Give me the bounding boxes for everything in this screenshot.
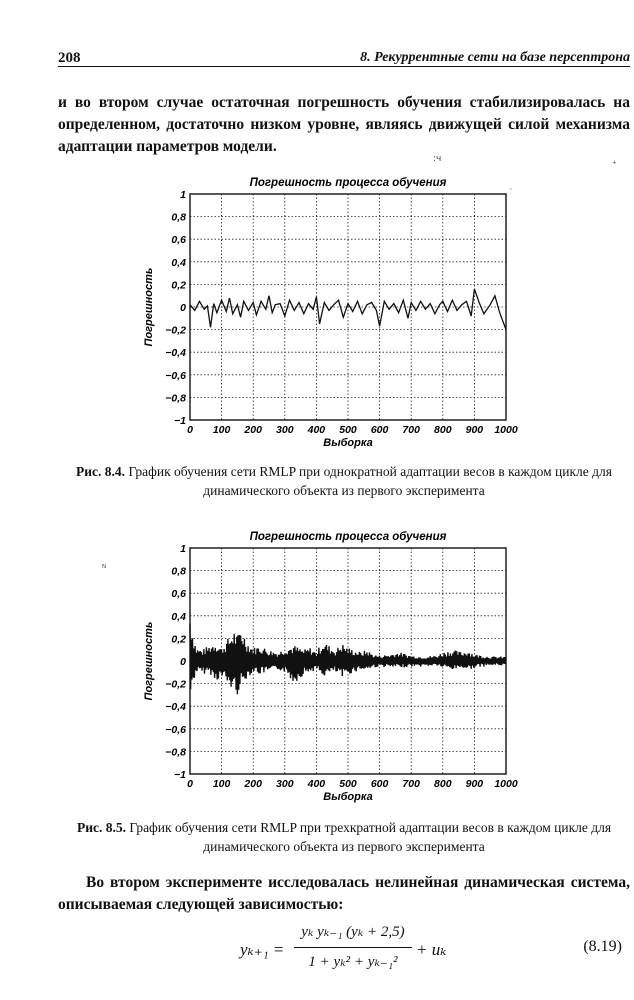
y-tick-label: 0,4: [171, 256, 186, 269]
caption-label: Рис. 8.5.: [76, 820, 126, 835]
y-tick-label: 1: [180, 189, 186, 201]
x-axis-label: Выборка: [323, 437, 373, 449]
figure-8-5-caption: [58, 818, 630, 856]
x-tick-label: 200: [244, 778, 262, 790]
x-tick-label: 600: [370, 424, 389, 436]
figure-8-4-svg: [138, 172, 518, 452]
y-tick-label: 0: [180, 302, 186, 314]
intro-paragraph: и во втором случае остаточная погрешность обучения стабилизировалась на определенном, достаточно низком уровне, являясь движущей силой механизма адаптации параметров модели.: [58, 94, 630, 155]
x-tick-label: 600: [370, 778, 389, 790]
chart-title: Погрешность процесса обучения: [249, 531, 447, 543]
y-tick-label: −1: [174, 769, 186, 781]
figure-8-5-svg: [138, 526, 518, 808]
x-tick-label: 700: [402, 778, 420, 790]
caption-text: График обучения сети RMLP при трехкратной адаптации весов в каждом цикле для динамического объекта из первого эксперимента: [129, 820, 612, 854]
y-tick-label: −0,2: [165, 324, 186, 337]
x-axis-label: Выборка: [323, 791, 373, 803]
y-tick-label: −0,6: [165, 723, 186, 736]
x-tick-label: 400: [307, 424, 326, 436]
y-tick-label: 1: [180, 543, 186, 555]
figure-8-4-caption: [58, 462, 630, 500]
x-tick-label: 200: [244, 424, 262, 436]
running-title: 8. Рекуррентные сети на базе персептрона: [360, 50, 630, 65]
y-tick-label: −0,4: [165, 701, 186, 714]
equation-lhs: yₖ₊₁ =: [240, 940, 285, 959]
scan-speck: ᴺ: [102, 564, 107, 574]
x-tick-label: 100: [212, 778, 231, 790]
y-tick-label: −0,8: [165, 392, 186, 405]
y-tick-label: 0,2: [171, 633, 186, 646]
x-tick-label: 500: [339, 778, 357, 790]
x-tick-label: 1000: [494, 778, 518, 790]
x-tick-label: 0: [187, 424, 193, 436]
y-tick-label: 0,4: [171, 610, 186, 623]
y-tick-label: −1: [174, 415, 186, 427]
y-axis-label: Погрешность: [143, 621, 155, 701]
x-tick-label: 0: [187, 778, 193, 790]
x-tick-label: 700: [402, 424, 420, 436]
y-tick-label: −0,4: [165, 347, 186, 360]
series-line-error: [190, 289, 506, 330]
x-tick-label: 300: [276, 778, 294, 790]
y-tick-label: 0,2: [171, 279, 186, 292]
y-tick-label: −0,6: [165, 369, 186, 382]
x-tick-label: 900: [465, 424, 484, 436]
x-tick-label: 100: [212, 424, 231, 436]
equation-tail: + uₖ: [416, 940, 447, 959]
y-tick-label: 0,6: [171, 234, 186, 247]
x-tick-label: 300: [276, 424, 294, 436]
x-tick-label: 800: [434, 424, 452, 436]
y-tick-label: 0: [180, 656, 186, 668]
x-tick-label: 900: [465, 778, 484, 790]
equation: [240, 922, 450, 980]
equation-number: (8.19): [583, 938, 622, 955]
y-tick-label: 0,6: [171, 588, 186, 601]
after-paragraph: Во втором эксперименте исследовалась нелинейная динамическая система, описываемая следующей зависимостью:: [58, 874, 630, 913]
equation-numerator: yₖ yₖ₋₁ (yₖ + 2,5): [301, 924, 405, 940]
scan-speck: :ч: [433, 154, 442, 164]
scan-speck: ⁺: [612, 160, 617, 170]
x-tick-label: 1000: [494, 424, 518, 436]
scan-speck: ′: [510, 188, 513, 198]
y-tick-label: 0,8: [171, 211, 186, 224]
caption-text: График обучения сети RMLP при однократной адаптации весов в каждом цикле для динамического объекта из первого эксперимента: [128, 464, 612, 498]
x-tick-label: 800: [434, 778, 452, 790]
y-tick-label: −0,8: [165, 746, 186, 759]
running-header: [58, 44, 630, 67]
fraction-bar: [294, 947, 412, 948]
page-number: 208: [58, 50, 81, 66]
caption-label: Рис. 8.4.: [76, 464, 126, 479]
x-tick-label: 400: [307, 778, 326, 790]
x-tick-label: 500: [339, 424, 357, 436]
y-tick-label: 0,8: [171, 565, 186, 578]
y-axis-label: Погрешность: [143, 267, 155, 347]
chart-title: Погрешность процесса обучения: [249, 177, 447, 189]
y-tick-label: −0,2: [165, 678, 186, 691]
equation-denominator: 1 + yₖ² + yₖ₋₁²: [308, 954, 398, 970]
figure-8-4-chart: [138, 172, 518, 452]
figure-8-5-chart: [138, 526, 518, 808]
